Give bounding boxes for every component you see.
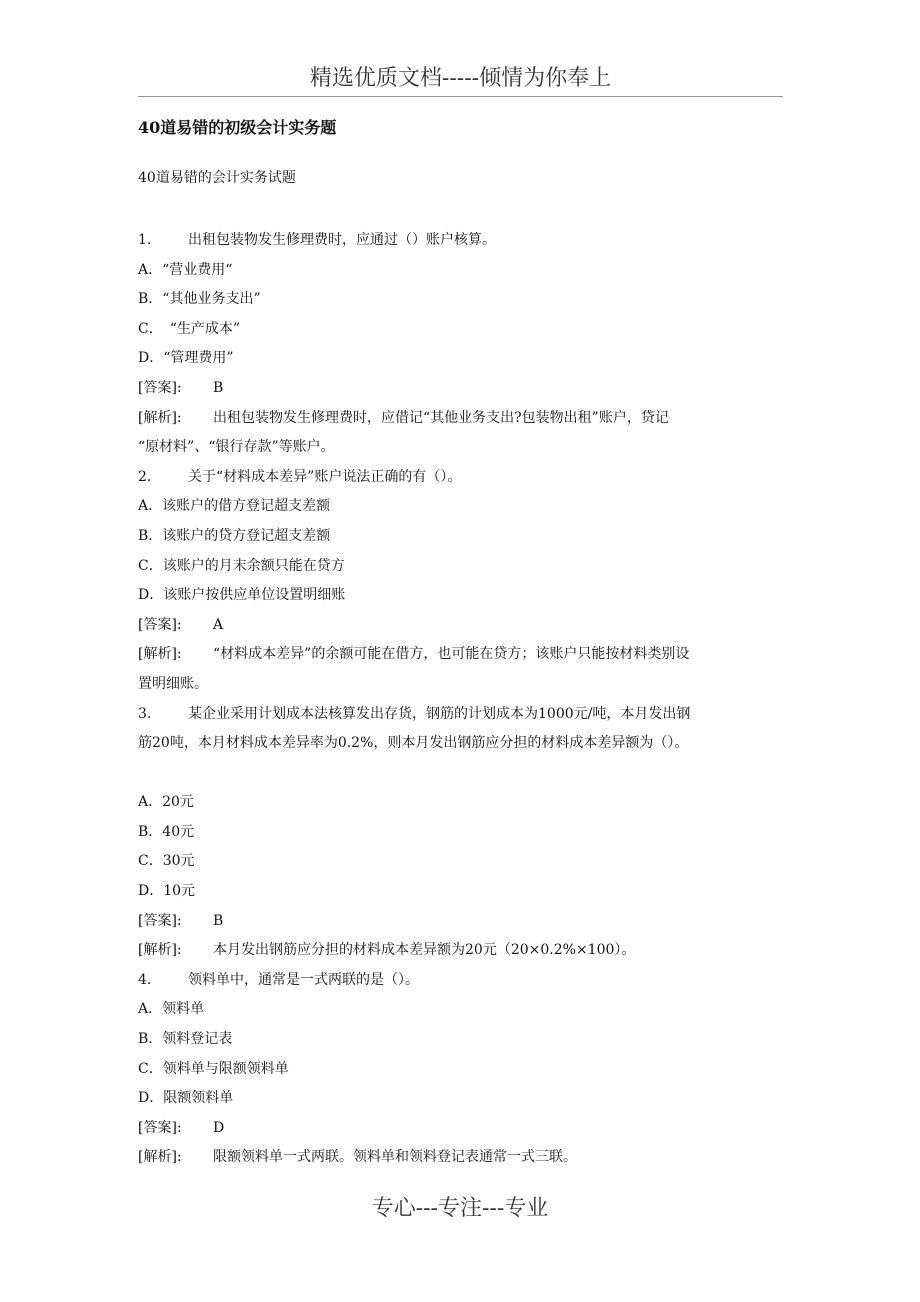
analysis-label: [解析]:: [138, 942, 182, 959]
analysis-continuation: “原材料”、“银行存款”等账户。: [138, 439, 335, 456]
analysis-label: [解析]:: [138, 646, 182, 663]
question-2: [138, 463, 783, 700]
option-a: A．“营业费用“: [138, 261, 233, 278]
option-c: C．30元: [138, 853, 195, 870]
analysis-line: [138, 640, 783, 670]
analysis-text: 出租包装物发生修理费时，应借记“其他业务支出?包装物出租”账户，贷记: [213, 409, 669, 426]
option-c: C． “生产成本”: [138, 320, 241, 337]
question-text: 领料单中，通常是一式两联的是（）。: [188, 971, 419, 988]
answer-line: [138, 1114, 783, 1144]
analysis-line: [138, 936, 783, 966]
answer-label: [答案]:: [138, 379, 182, 396]
question-number: 4.: [138, 971, 152, 988]
option-c: C．领料单与限额领料单: [138, 1060, 289, 1077]
option-d: D．该账户按供应单位设置明细账: [138, 587, 346, 604]
document-subtitle: 40道易错的会计实务试题: [138, 170, 296, 186]
answer-value: A: [213, 616, 224, 633]
question-3: [138, 700, 783, 966]
option-b: B．“其他业务支出”: [138, 291, 261, 308]
question-number: 2.: [138, 468, 152, 485]
question-stem: [138, 226, 783, 256]
question-stem: [138, 463, 783, 493]
question-stem: [138, 700, 783, 730]
option-b: B．领料登记表: [138, 1031, 233, 1048]
answer-value: D: [213, 1119, 225, 1136]
answer-line: [138, 374, 783, 404]
option-c: C．该账户的月末余额只能在贷方: [138, 557, 345, 574]
analysis-label: [解析]:: [138, 409, 182, 426]
question-text: 关于“材料成本差异”账户说法正确的有（）。: [188, 468, 462, 485]
analysis-text: “材料成本差异”的余额可能在借方，也可能在贷方；该账户只能按材料类别设: [213, 646, 690, 663]
option-b: B．40元: [138, 823, 195, 840]
option-d: D．限额领料单: [138, 1090, 234, 1107]
question-text: 某企业采用计划成本法核算发出存货，钢筋的计划成本为1000元/吨，本月发出钢: [188, 705, 691, 722]
option-a: A．20元: [138, 794, 194, 811]
analysis-continuation: 置明细账。: [138, 675, 208, 692]
analysis-text: 本月发出钢筋应分担的材料成本差异额为20元（20×0.2%×100）。: [213, 942, 636, 959]
option-d: D．10元: [138, 883, 196, 900]
analysis-line: [138, 404, 783, 434]
question-1: [138, 226, 783, 463]
question-4: [138, 966, 783, 1173]
answer-line: [138, 907, 783, 937]
question-number: 3.: [138, 705, 152, 722]
question-number: 1.: [138, 232, 152, 248]
analysis-line: [138, 1143, 783, 1173]
option-b: B．该账户的贷方登记超支差额: [138, 527, 331, 544]
option-a: A．领料单: [138, 1001, 205, 1018]
answer-label: [答案]:: [138, 1119, 182, 1136]
answer-label: [答案]:: [138, 912, 182, 929]
question-stem-continuation: 筋20吨，本月材料成本差异率为0.2%，则本月发出钢筋应分担的材料成本差异额为（）。: [138, 735, 689, 752]
analysis-label: [解析]:: [138, 1149, 182, 1166]
question-text: 出租包装物发生修理费时，应通过（）账户核算。: [188, 232, 496, 248]
blank-line: [138, 759, 783, 789]
question-stem: [138, 966, 783, 996]
answer-value: B: [213, 912, 224, 929]
option-a: A．该账户的借方登记超支差额: [138, 498, 331, 515]
page-footer: 专心---专注---专业: [371, 1196, 549, 1221]
answer-label: [答案]:: [138, 616, 182, 633]
analysis-text: 限额领料单一式两联。领料单和领料登记表通常一式三联。: [213, 1149, 577, 1166]
document-title: 40道易错的初级会计实务题: [138, 118, 337, 137]
question-list: [138, 226, 783, 1173]
option-d: D．“管理费用”: [138, 350, 234, 367]
answer-value: B: [213, 379, 224, 396]
page-header: 精选优质文档-----倾情为你奉上: [138, 66, 783, 97]
answer-line: [138, 611, 783, 641]
